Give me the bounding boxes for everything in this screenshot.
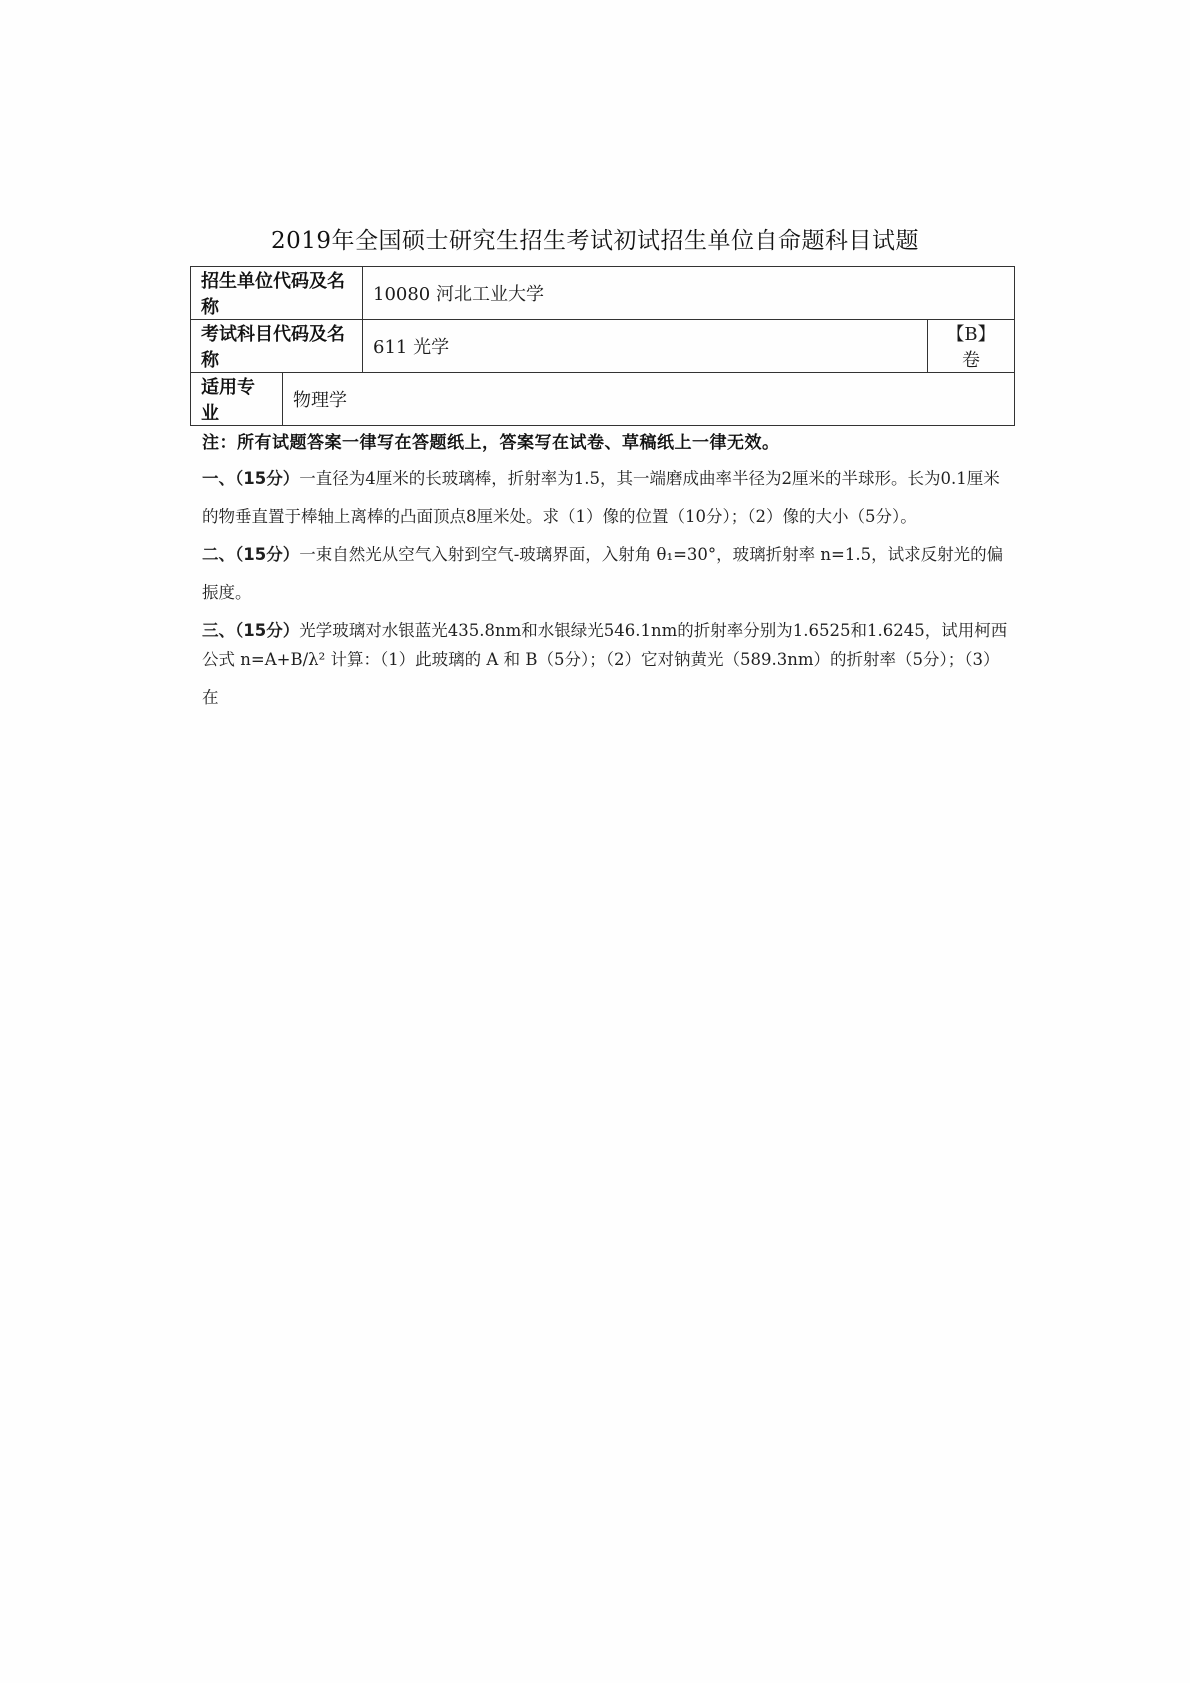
question-2-text: 一束自然光从空气入射到空气-玻璃界面，入射角 θ₁=30°，玻璃折射率 n=1.5，试求反射光的偏振度。	[202, 545, 1004, 602]
subject-value: 611 光学	[363, 320, 928, 373]
question-1	[202, 460, 1012, 536]
question-2-head: 二、（15分）	[202, 545, 300, 564]
major-row	[191, 373, 1015, 426]
question-2	[202, 536, 1012, 612]
major-label: 适用专业	[191, 373, 283, 426]
clipped-line-text: 公式 n=A+B/λ² 计算：（1）此玻璃的 A 和 B（5分）；（2）它对钠黄光（589.3nm）的折射率（5分）；（3）在	[202, 650, 1000, 707]
subject-label: 考试科目代码及名称	[191, 320, 363, 373]
unit-row	[191, 267, 1015, 320]
question-1-head: 一、（15分）	[202, 469, 300, 488]
exam-info-table	[190, 266, 1015, 426]
subject-row	[191, 320, 1015, 373]
question-3-text: 光学玻璃对水银蓝光435.8nm和水银绿光546.1nm的折射率分别为1.6525和1.6245，试用柯西	[299, 621, 1008, 640]
paper-version: 【B】卷	[928, 320, 1015, 373]
unit-value: 10080 河北工业大学	[363, 267, 1015, 320]
clipped-line	[202, 649, 1012, 707]
page-title: 2019年全国硕士研究生招生考试初试招生单位自命题科目试题	[270, 228, 920, 254]
unit-label: 招生单位代码及名称	[191, 267, 363, 320]
answer-note: 注：所有试题答案一律写在答题纸上，答案写在试卷、草稿纸上一律无效。	[202, 433, 780, 453]
question-3	[202, 612, 1012, 650]
major-value: 物理学	[283, 373, 1015, 426]
question-1-text: 一直径为4厘米的长玻璃棒，折射率为1.5，其一端磨成曲率半径为2厘米的半球形。长为0.1厘米的物垂直置于棒轴上离棒的凸面顶点8厘米处。求（1）像的位置（10分）；（2）像的大小（5分）。	[202, 469, 1000, 526]
question-3-head: 三、（15分）	[202, 621, 300, 640]
